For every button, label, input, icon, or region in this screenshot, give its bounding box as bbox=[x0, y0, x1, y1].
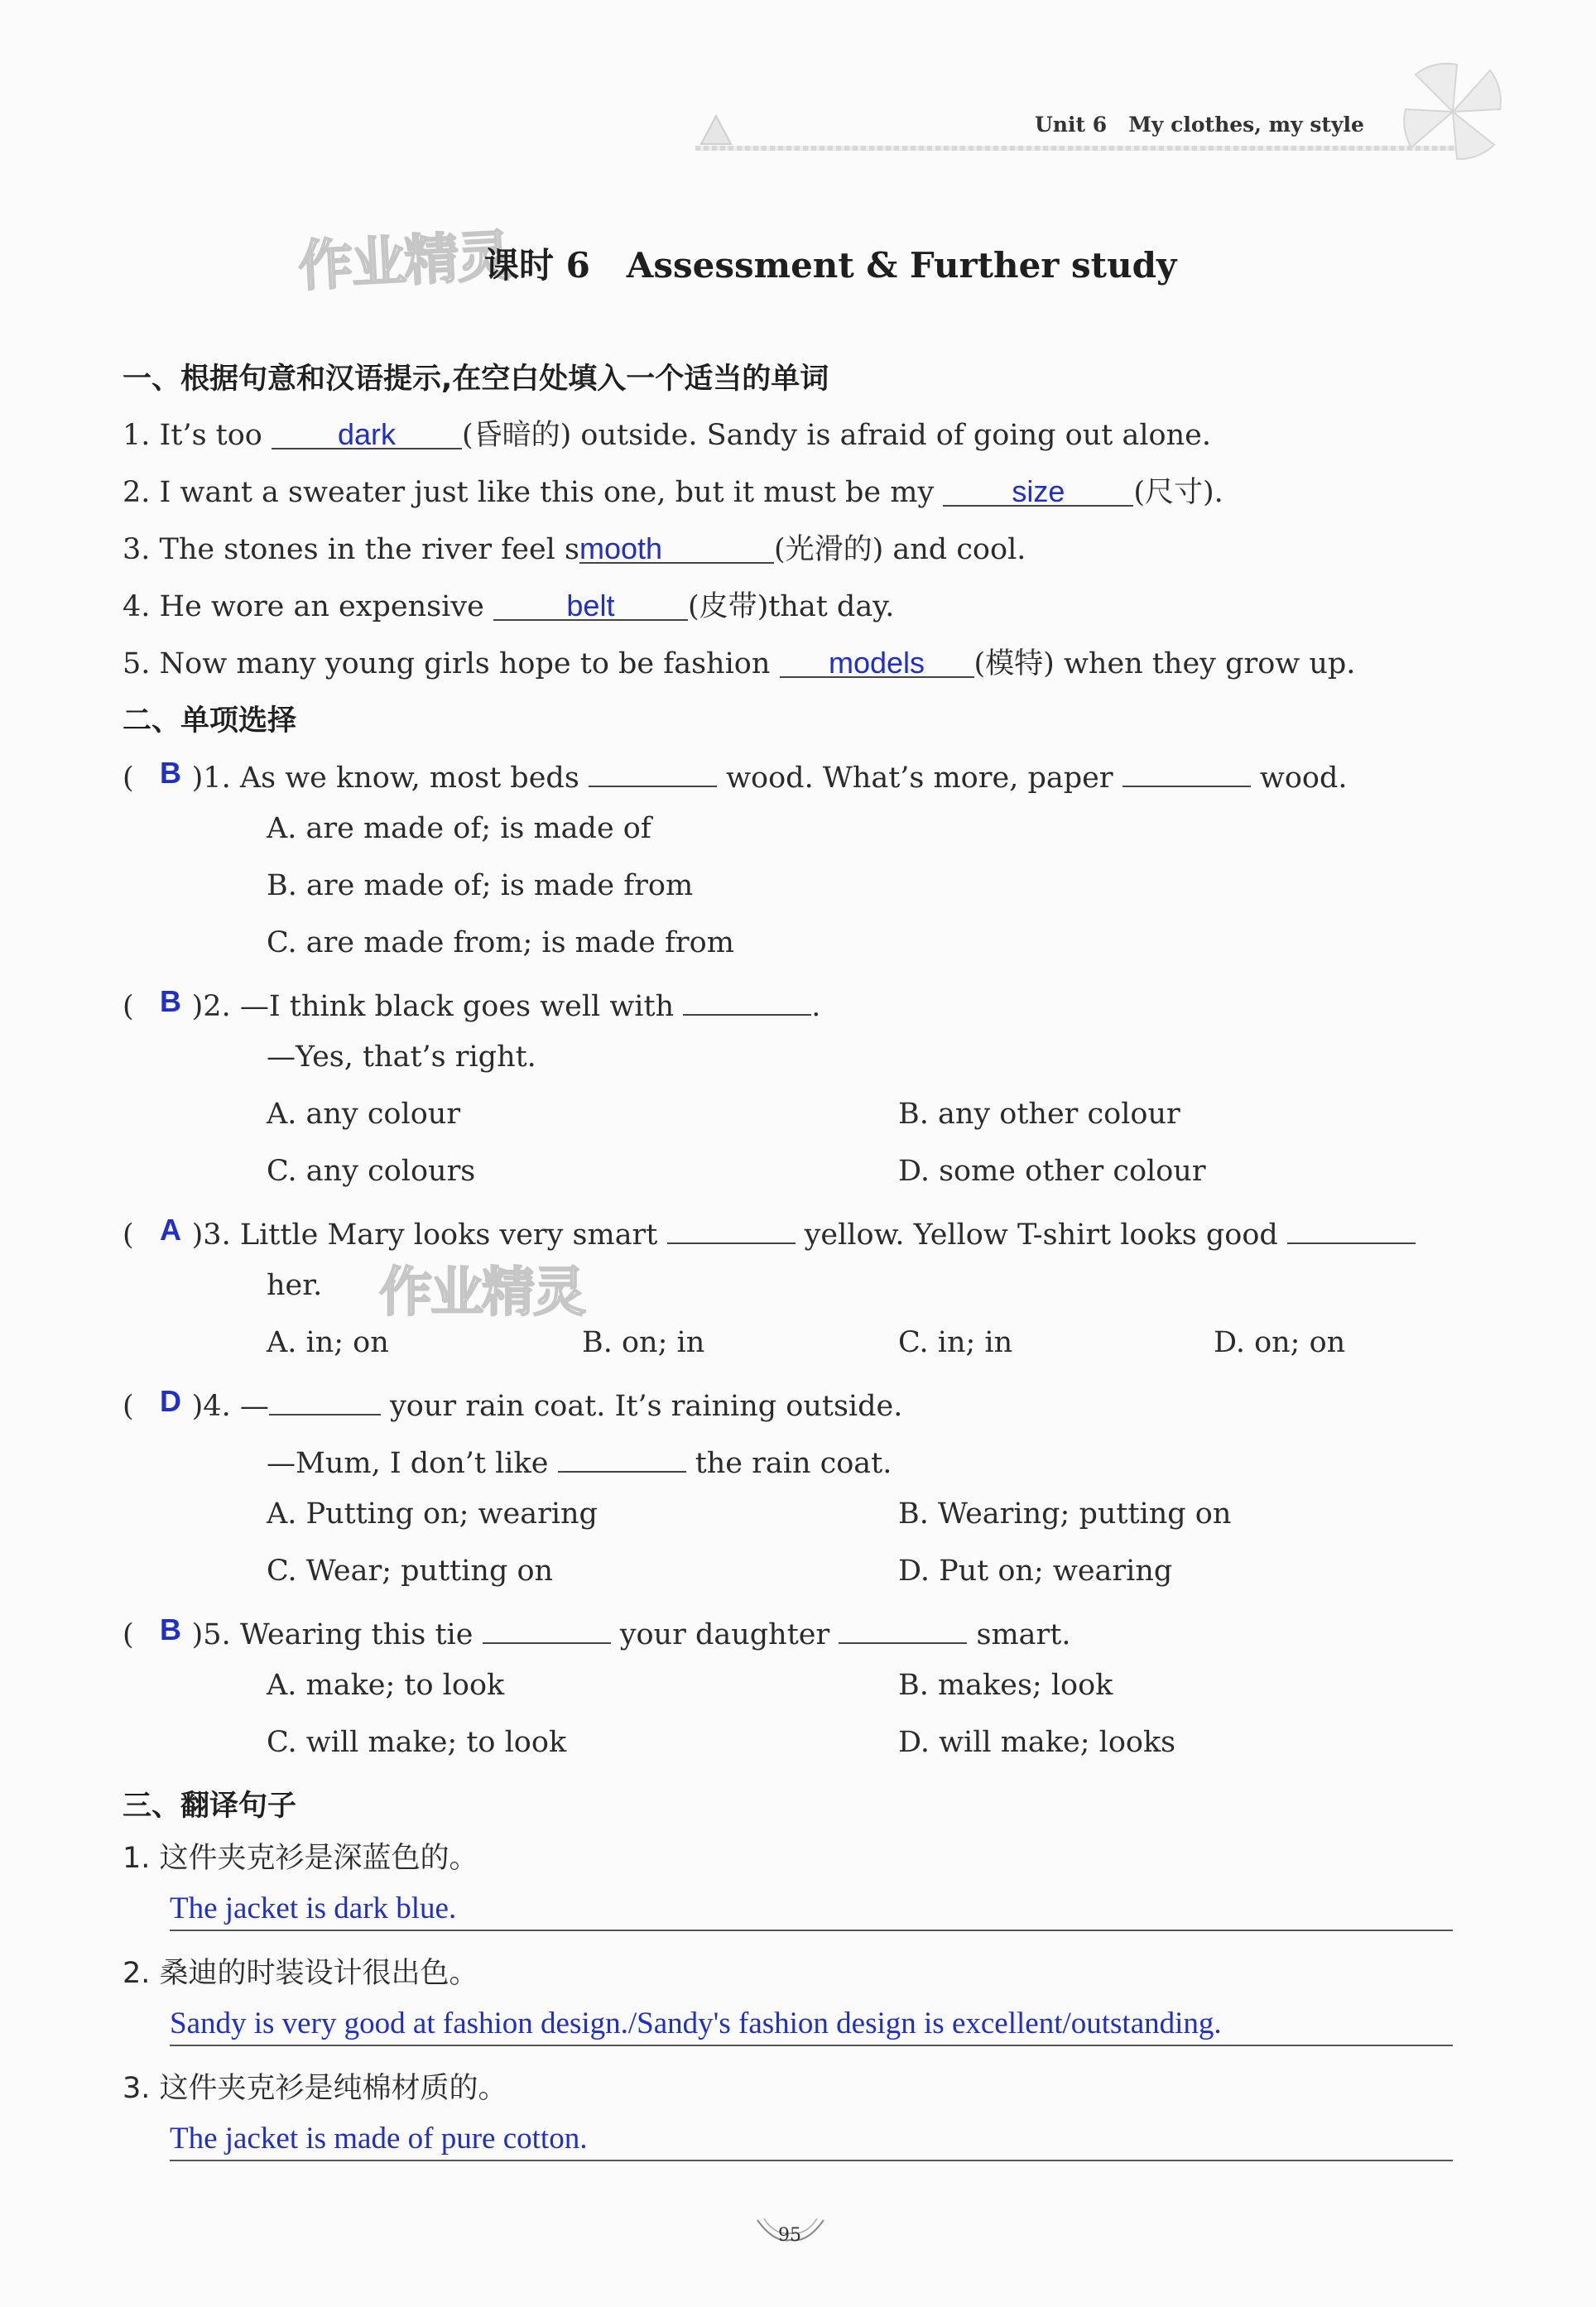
mc5-answer[interactable]: B bbox=[160, 1612, 181, 1646]
lesson-name: Assessment & Further study bbox=[626, 245, 1177, 286]
mc5-option-a[interactable]: A. make; to look bbox=[267, 1669, 505, 1702]
mc4-option-a[interactable]: A. Putting on; wearing bbox=[267, 1497, 598, 1531]
mc-question-5: ( )5. Wearing this tie your daughter smart. bbox=[123, 1612, 1070, 1651]
fill-blank-5[interactable]: models bbox=[780, 646, 974, 678]
mc1-option-a[interactable]: A. are made of; is made of bbox=[267, 812, 651, 845]
mc4-answer[interactable]: D bbox=[160, 1384, 181, 1418]
mc4-option-d[interactable]: D. Put on; wearing bbox=[898, 1555, 1173, 1588]
fill-blank-2[interactable]: size bbox=[943, 474, 1133, 507]
page-number: 95 bbox=[778, 2225, 801, 2246]
fill-item-1: 1. It’s too dark (昏暗的) outside. Sandy is afraid of going out alone. bbox=[123, 417, 1211, 452]
fill-item-2: 2. I want a sweater just like this one, but it must be my size (尺寸). bbox=[123, 474, 1223, 509]
mc3-answer[interactable]: A bbox=[160, 1213, 181, 1247]
mc1-blank-1 bbox=[589, 755, 717, 787]
mc1-blank-2 bbox=[1122, 755, 1251, 787]
mc-question-2: ( )2. —I think black goes well with . bbox=[123, 983, 820, 1023]
mc5-blank-2 bbox=[839, 1612, 967, 1644]
mc2-option-a[interactable]: A. any colour bbox=[267, 1098, 461, 1131]
mc3-option-d[interactable]: D. on; on bbox=[1214, 1326, 1346, 1359]
answer-line-3 bbox=[170, 2160, 1453, 2161]
mc5-option-c[interactable]: C. will make; to look bbox=[267, 1726, 567, 1759]
section3-heading: 三、翻译句子 bbox=[123, 1790, 297, 1823]
mc2-answer[interactable]: B bbox=[160, 984, 181, 1018]
mc5-option-d[interactable]: D. will make; looks bbox=[898, 1726, 1176, 1759]
header-rule bbox=[695, 146, 1465, 151]
answer-line-2 bbox=[170, 2045, 1453, 2046]
lesson-number: 课时 6 bbox=[484, 245, 590, 286]
mc3-blank-2 bbox=[1287, 1212, 1416, 1244]
pinwheel-decoration-icon bbox=[1399, 58, 1507, 166]
translate-answer-2[interactable]: Sandy is very good at fashion design./Sandy's fashion design is excellent/outstanding. bbox=[170, 2007, 1222, 2040]
translate-item-1: 1. 这件夹克衫是深蓝色的。 bbox=[123, 1842, 478, 1875]
fill-blank-4[interactable]: belt bbox=[493, 589, 688, 621]
watermark-body: 作业精灵 bbox=[379, 1262, 584, 1324]
lesson-title bbox=[484, 238, 1176, 288]
translate-item-2: 2. 桑迪的时装设计很出色。 bbox=[123, 1957, 478, 1990]
mc5-option-b[interactable]: B. makes; look bbox=[898, 1669, 1113, 1702]
mc3-option-a[interactable]: A. in; on bbox=[267, 1326, 389, 1359]
mc3-option-c[interactable]: C. in; in bbox=[898, 1326, 1013, 1359]
unit-topic: My clothes, my style bbox=[1128, 113, 1364, 137]
answer-line-1 bbox=[170, 1930, 1453, 1931]
translate-item-3: 3. 这件夹克衫是纯棉材质的。 bbox=[123, 2072, 507, 2105]
fill-item-5: 5. Now many young girls hope to be fashion models (模特) when they grow up. bbox=[123, 646, 1356, 680]
mc4-reply: —Mum, I don’t like the rain coat. bbox=[267, 1440, 892, 1480]
header-triangle-icon bbox=[699, 113, 733, 146]
mc1-option-c[interactable]: C. are made from; is made from bbox=[267, 926, 734, 959]
mc5-blank-1 bbox=[483, 1612, 611, 1644]
mc4-blank-2 bbox=[558, 1440, 686, 1473]
mc1-option-b[interactable]: B. are made of; is made from bbox=[267, 869, 694, 902]
mc3-option-b[interactable]: B. on; in bbox=[582, 1326, 705, 1359]
fill-blank-1[interactable]: dark bbox=[272, 417, 462, 449]
mc-question-1: ( )1. As we know, most beds wood. What’s more, paper wood. bbox=[123, 755, 1348, 795]
mc1-answer[interactable]: B bbox=[160, 756, 181, 790]
fill-blank-3[interactable]: mooth bbox=[579, 531, 774, 564]
mc-question-3: ( )3. Little Mary looks very smart yellow. Yellow T-shirt looks good bbox=[123, 1212, 1416, 1252]
mc3-continuation: her. bbox=[267, 1269, 323, 1302]
mc2-option-d[interactable]: D. some other colour bbox=[898, 1155, 1206, 1188]
unit-label: Unit 6 bbox=[1035, 113, 1108, 137]
mc2-reply: —Yes, that’s right. bbox=[267, 1041, 536, 1074]
mc2-blank bbox=[683, 983, 811, 1016]
mc4-option-c[interactable]: C. Wear; putting on bbox=[267, 1555, 554, 1588]
mc2-option-c[interactable]: C. any colours bbox=[267, 1155, 476, 1188]
fill-item-3: 3. The stones in the river feel smooth (光滑的) and cool. bbox=[123, 531, 1026, 566]
mc-question-4: ( )4. — your rain coat. It’s raining outside. bbox=[123, 1383, 902, 1423]
section1-heading: 一、根据句意和汉语提示,在空白处填入一个适当的单词 bbox=[123, 363, 829, 396]
mc2-option-b[interactable]: B. any other colour bbox=[898, 1098, 1180, 1131]
section2-heading: 二、单项选择 bbox=[123, 704, 297, 738]
translate-answer-3[interactable]: The jacket is made of pure cotton. bbox=[170, 2122, 588, 2156]
fill-item-4: 4. He wore an expensive belt (皮带)that day. bbox=[123, 589, 895, 623]
watermark-title: 作业精灵 bbox=[296, 223, 512, 299]
unit-header bbox=[1035, 113, 1364, 137]
mc4-option-b[interactable]: B. Wearing; putting on bbox=[898, 1497, 1232, 1531]
translate-answer-1[interactable]: The jacket is dark blue. bbox=[170, 1891, 457, 1925]
mc4-blank-1 bbox=[269, 1383, 381, 1415]
mc3-blank-1 bbox=[667, 1212, 796, 1244]
